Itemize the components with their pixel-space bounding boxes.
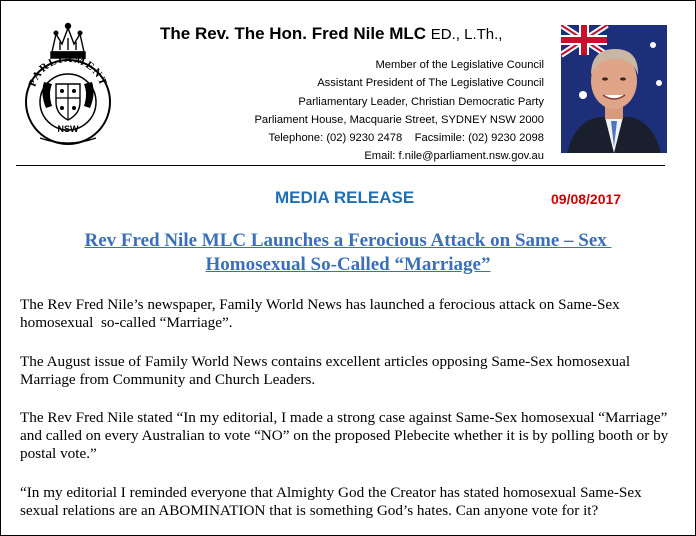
body-paragraph: The Rev Fred Nile’s newspaper, Family World News has launched a ferocious attack on Same-Sex homosexual so-called “Marriage”. (20, 296, 624, 331)
crest-emblem (16, 20, 120, 154)
detail-position: Assistant President of The Legislative Council (317, 77, 544, 90)
detail-email: Email: f.nile@parliament.nsw.gov.au (364, 150, 544, 163)
parliament-crest-logo (16, 20, 120, 154)
member-name-suffix: ED., L.Th., (430, 26, 503, 43)
headline-line-2[interactable]: Homosexual So-Called “Marriage” (205, 254, 491, 275)
headline-line-1[interactable]: Rev Fred Nile MLC Launches a Ferocious Attack on Same – Sex (84, 230, 612, 251)
detail-party: Parliamentary Leader, Christian Democratic Party (298, 95, 544, 108)
member-portrait (561, 25, 667, 153)
body-paragraph: “In my editorial I reminded everyone that Almighty God the Creator has stated homosexual Same-Sex sexual relations are an ABOMINATION that is something God’s hates. Can anyone vote for it? (20, 484, 642, 519)
crest-nsw-text: NSW (57, 124, 79, 134)
member-name (160, 24, 502, 44)
portrait-image (561, 25, 667, 153)
member-details (254, 56, 544, 166)
detail-address: Parliament House, Macquarie Street, SYDNEY NSW 2000 (254, 113, 544, 126)
body-paragraph: The August issue of Family World News contains excellent articles opposing Same-Sex homosexual Marriage from Community and Church Leaders. (20, 353, 631, 388)
body-paragraph: The Rev Fred Nile stated “In my editorial, I made a strong case against Same-Sex homosexual “Marriage” and called on every Australian to vote “NO” on the proposed Plebecite whether it is by polling booth or by postal vote.” (20, 409, 669, 462)
detail-role: Member of the Legislative Council (375, 59, 544, 71)
release-date: 09/08/2017 (551, 191, 622, 207)
header-divider (16, 165, 665, 166)
crest-arc-text: PARLIAMENT (26, 52, 110, 89)
media-release-label: MEDIA RELEASE (275, 188, 415, 207)
svg-text:PARLIAMENT (26, 53, 109, 89)
detail-phone-fax: Telephone: (02) 9230 2478 Facsimile: (02) 9230 2098 (268, 132, 544, 145)
member-name-text: The Rev. The Hon. Fred Nile MLC (160, 24, 427, 43)
